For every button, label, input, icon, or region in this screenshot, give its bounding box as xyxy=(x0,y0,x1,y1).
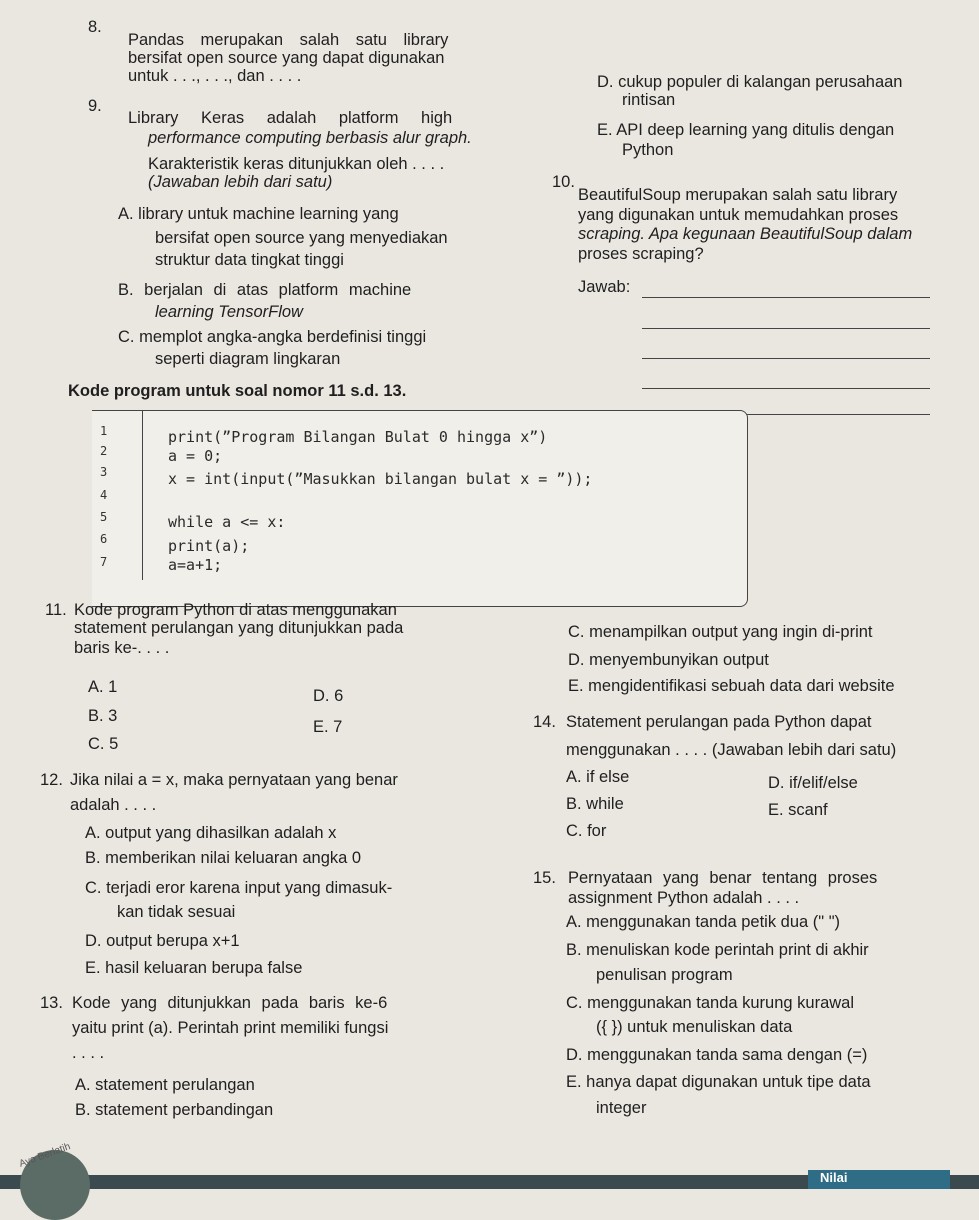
q10-number: 10. xyxy=(552,173,575,191)
q11-text-2: statement perulangan yang ditunjukkan pada xyxy=(74,619,404,637)
q11-option-b: B. 3 xyxy=(88,707,118,725)
q13-option-e: E. mengidentifikasi sebuah data dari website xyxy=(568,677,895,695)
code-heading: Kode program untuk soal nomor 11 s.d. 13. xyxy=(68,382,407,400)
q10-text-4: proses scraping? xyxy=(578,245,704,263)
code-line: x = int(input(”Masukkan bilangan bulat x = ”)); xyxy=(168,470,593,488)
q8-number: 8. xyxy=(88,18,102,36)
q11-option-e: E. 7 xyxy=(313,718,343,736)
q8-option-e-cont: Python xyxy=(622,141,674,159)
q15-option-c: C. menggunakan tanda kurung kurawal xyxy=(566,994,855,1012)
q9-text-3: Karakteristik keras ditunjukkan oleh . . . . xyxy=(148,155,445,173)
q10-text-1: BeautifulSoup merupakan salah satu library xyxy=(578,186,898,204)
q13-text-1: Kode yang ditunjukkan pada baris ke-6 xyxy=(72,994,388,1012)
line-number: 6 xyxy=(100,532,108,546)
q13-text-3: . . . . xyxy=(72,1044,105,1062)
q13-option-c: C. menampilkan output yang ingin di-print xyxy=(568,623,873,641)
q12-number: 12. xyxy=(40,771,63,789)
q15-option-e-cont: integer xyxy=(596,1099,647,1117)
q15-text-2: assignment Python adalah . . . . xyxy=(568,889,800,907)
q14-option-d: D. if/elif/else xyxy=(768,774,858,792)
q13-option-a: A. statement perulangan xyxy=(75,1076,255,1094)
q9-option-a: A. library untuk machine learning yang xyxy=(118,205,399,223)
line-number: 4 xyxy=(100,488,108,502)
q8-option-e: E. API deep learning yang ditulis dengan xyxy=(597,121,895,139)
q10-text-3: scraping. Apa kegunaan BeautifulSoup dalam xyxy=(578,225,913,243)
q14-option-a: A. if else xyxy=(566,768,630,786)
q15-text-1: Pernyataan yang benar tentang proses xyxy=(568,869,878,887)
code-line: a=a+1; xyxy=(168,556,223,574)
q9-option-a-cont-2: struktur data tingkat tinggi xyxy=(155,251,344,269)
q15-option-a: A. menggunakan tanda petik dua (" ") xyxy=(566,913,841,931)
line-number: 3 xyxy=(100,465,108,479)
line-number: 1 xyxy=(100,424,108,438)
badge-label: Ayo Berlatih xyxy=(17,1141,73,1170)
q9-text-1: Library Keras adalah platform high xyxy=(128,109,453,127)
answer-line-2[interactable] xyxy=(642,328,930,329)
q15-option-b-cont: penulisan program xyxy=(596,966,733,984)
q15-option-e: E. hanya dapat digunakan untuk tipe data xyxy=(566,1073,871,1091)
q9-option-c-cont: seperti diagram lingkaran xyxy=(155,350,341,368)
q15-number: 15. xyxy=(533,869,556,887)
q13-number: 13. xyxy=(40,994,63,1012)
q15-option-c-cont: ({ }) untuk menuliskan data xyxy=(596,1018,793,1036)
q12-text-2: adalah . . . . xyxy=(70,796,157,814)
nilai-label: Nilai xyxy=(808,1170,950,1189)
q12-option-b: B. memberikan nilai keluaran angka 0 xyxy=(85,849,362,867)
q11-text-3: baris ke-. . . . xyxy=(74,639,170,657)
q10-answer-label: Jawab: xyxy=(578,278,631,296)
q12-text-1: Jika nilai a = x, maka pernyataan yang benar xyxy=(70,771,398,789)
q8-option-d: D. cukup populer di kalangan perusahaan xyxy=(597,73,903,91)
q13-option-d: D. menyembunyikan output xyxy=(568,651,769,669)
q9-number: 9. xyxy=(88,97,102,115)
q9-option-b-cont: learning TensorFlow xyxy=(155,303,303,321)
q14-option-b: B. while xyxy=(566,795,624,813)
q8-text-2: bersifat open source yang dapat digunakan xyxy=(128,49,445,67)
q13-option-b: B. statement perbandingan xyxy=(75,1101,274,1119)
q14-option-e: E. scanf xyxy=(768,801,828,819)
q12-option-d: D. output berupa x+1 xyxy=(85,932,240,950)
q14-text-2: menggunakan . . . . (Jawaban lebih dari satu) xyxy=(566,741,897,759)
answer-line-1[interactable] xyxy=(642,297,930,298)
q9-option-a-cont-1: bersifat open source yang menyediakan xyxy=(155,229,448,247)
q13-text-2: yaitu print (a). Perintah print memiliki fungsi xyxy=(72,1019,389,1037)
q9-text-4: (Jawaban lebih dari satu) xyxy=(148,173,333,191)
q9-option-c: C. memplot angka-angka berdefinisi tinggi xyxy=(118,328,427,346)
code-line: print(”Program Bilangan Bulat 0 hingga x”) xyxy=(168,428,548,446)
q15-option-d: D. menggunakan tanda sama dengan (=) xyxy=(566,1046,868,1064)
q8-text-1: Pandas merupakan salah satu library xyxy=(128,31,449,49)
q10-text-2: yang digunakan untuk memudahkan proses xyxy=(578,206,899,224)
q8-option-d-cont: rintisan xyxy=(622,91,676,109)
code-line: print(a); xyxy=(168,537,250,555)
q11-text-1: Kode program Python di atas menggunakan xyxy=(74,601,397,619)
q11-option-d: D. 6 xyxy=(313,687,344,705)
q8-text-3: untuk . . ., . . ., dan . . . . xyxy=(128,67,302,85)
line-number: 2 xyxy=(100,444,108,458)
q9-option-b: B. berjalan di atas platform machine xyxy=(118,281,412,299)
line-number: 7 xyxy=(100,555,108,569)
q14-text-1: Statement perulangan pada Python dapat xyxy=(566,713,872,731)
q14-number: 14. xyxy=(533,713,556,731)
q12-option-e: E. hasil keluaran berupa false xyxy=(85,959,303,977)
q15-option-b: B. menuliskan kode perintah print di akhir xyxy=(566,941,869,959)
q11-number: 11. xyxy=(45,601,67,619)
code-line: a = 0; xyxy=(168,447,223,465)
code-line: while a <= x: xyxy=(168,513,286,531)
q11-option-a: A. 1 xyxy=(88,678,118,696)
q12-option-c-cont: kan tidak sesuai xyxy=(117,903,236,921)
line-number: 5 xyxy=(100,510,108,524)
q12-option-c: C. terjadi eror karena input yang dimasuk- xyxy=(85,879,393,897)
q9-text-2: performance computing berbasis alur graph. xyxy=(148,129,472,147)
answer-line-3[interactable] xyxy=(642,358,930,359)
q12-option-a: A. output yang dihasilkan adalah x xyxy=(85,824,337,842)
q11-option-c: C. 5 xyxy=(88,735,119,753)
q14-option-c: C. for xyxy=(566,822,607,840)
answer-line-4[interactable] xyxy=(642,388,930,389)
